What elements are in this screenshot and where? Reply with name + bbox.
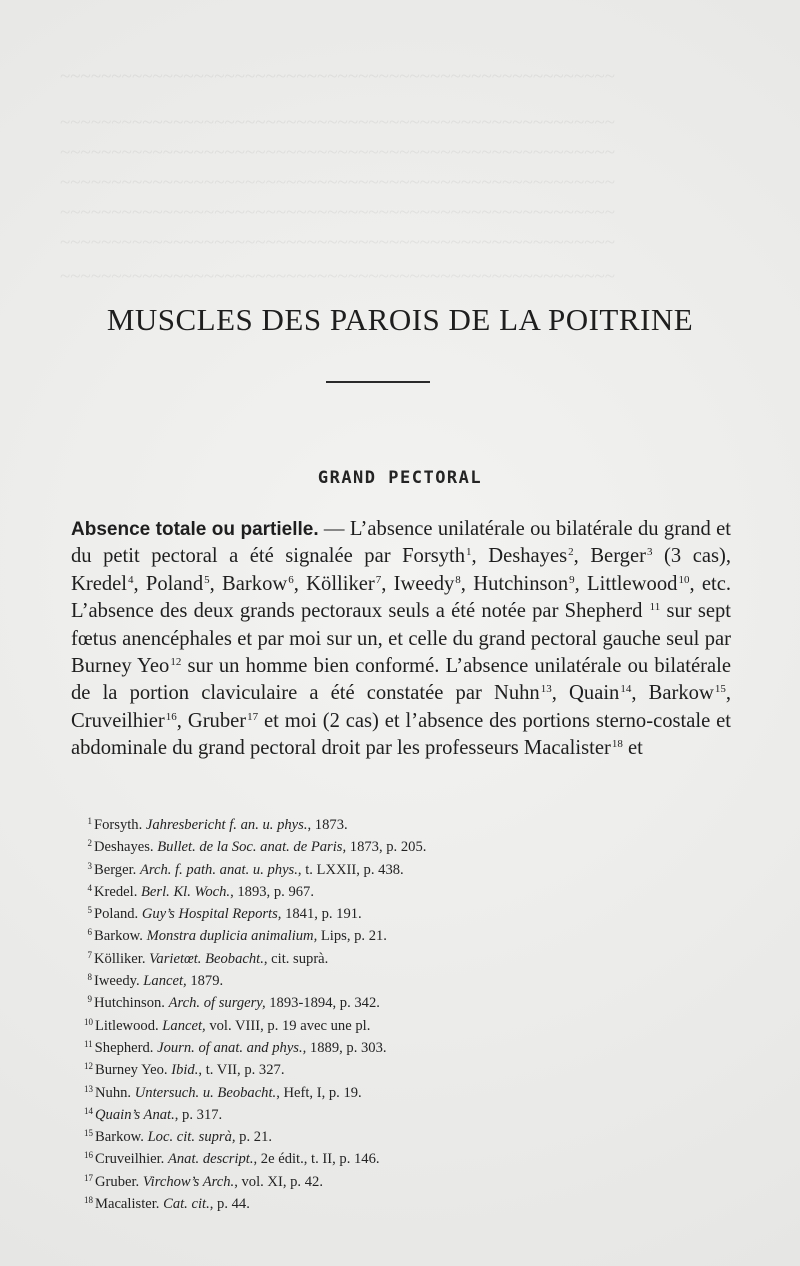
paragraph-text: , Cruveilhier	[71, 682, 732, 732]
footnote-title: Berl. Kl. Woch.	[141, 883, 231, 900]
footnote-author: Cruveilhier.	[95, 1151, 168, 1168]
footnote-number: 15	[84, 1128, 93, 1139]
chapter-title: MUSCLES DES PAROIS DE LA POITRINE	[106, 302, 694, 337]
body-paragraph	[71, 516, 731, 763]
paragraph-text: , Littlewood	[574, 572, 678, 595]
footnote	[84, 812, 734, 834]
footnote-number: 14	[84, 1105, 93, 1116]
footnote-ref: 17	[247, 710, 259, 723]
paragraph-text: sur un homme bien conformé. L’absence unilatérale ou bilatérale de la portion claviculaire a été constatée par Nuhn	[71, 655, 731, 705]
footnote	[84, 879, 734, 901]
footnote-rest: 1841, p. 191.	[281, 906, 362, 923]
paragraph-text: et	[622, 737, 643, 760]
footnote	[84, 1080, 734, 1102]
footnote	[84, 901, 734, 923]
footnote-number: 7	[87, 949, 92, 960]
title-divider	[326, 381, 430, 383]
show-through-text: ~~~~~~~~~~~~~~~~~~~~~~~~~~~~~~~~~~~~~~~~~~~~~~~~~~~~~~	[60, 202, 616, 223]
footnote-number: 6	[87, 927, 92, 938]
footnote-ref: 14	[620, 683, 632, 696]
paragraph-text: et moi (2 cas) et l’absence des portions sterno-costale et abdominale du grand pectoral droit par les professeurs Macalister	[71, 709, 731, 760]
footnote-title: Guy’s Hospital Reports,	[141, 906, 282, 923]
footnote-ref: 2	[568, 546, 574, 559]
paragraph-text: — L’absence unilatérale ou bilatérale du grand et du petit pectoral a été signalée par Forsyth	[71, 518, 731, 568]
footnote	[84, 990, 734, 1012]
paragraph-text: , Gruber	[176, 709, 247, 732]
footnote	[84, 1169, 734, 1191]
footnote-rest: Lips, p. 21.	[317, 928, 387, 945]
footnote-number: 8	[87, 972, 92, 983]
footnote-rest: , 2e édit., t. II, p. 146.	[253, 1151, 380, 1168]
footnote	[84, 1191, 734, 1213]
footnote-title: Untersuch. u. Beobacht.	[134, 1084, 277, 1101]
footnote-author: Berger.	[94, 861, 140, 878]
footnote	[84, 1035, 734, 1057]
paragraph-text: , Barkow	[209, 572, 288, 595]
footnote-number: 17	[84, 1172, 93, 1183]
footnote-author: Iweedy.	[94, 973, 144, 990]
footnote	[84, 1057, 734, 1079]
footnotes	[84, 812, 734, 1213]
paragraph-text: , Hutchinson	[460, 572, 569, 595]
footnote-title: Cat. cit.	[163, 1196, 210, 1213]
footnote-ref: 15	[714, 683, 726, 696]
footnote	[84, 834, 734, 856]
footnote-number: 3	[87, 860, 92, 871]
footnote-rest: , cit. suprà.	[263, 950, 329, 967]
paragraph-text: , Kölliker	[293, 572, 375, 595]
footnote-ref: 16	[165, 710, 177, 723]
footnote-title: Virchow’s Arch.	[142, 1173, 235, 1190]
footnote-author: Gruber.	[95, 1173, 143, 1190]
footnote-ref: 6	[288, 573, 294, 586]
footnote-number: 13	[84, 1083, 93, 1094]
footnote-number: 4	[87, 882, 92, 893]
footnote	[84, 857, 734, 879]
footnote-ref: 7	[375, 573, 382, 586]
footnote-rest: , p. 317.	[174, 1106, 223, 1123]
footnote-author: Shepherd.	[94, 1039, 158, 1056]
footnote-author: Poland.	[94, 906, 142, 923]
footnote	[84, 1146, 734, 1168]
footnote-ref: 3	[646, 546, 653, 559]
footnote-title: Monstra duplicia animalium,	[146, 928, 318, 945]
footnote	[84, 1124, 734, 1146]
footnote	[84, 1102, 734, 1124]
paragraph-text: , Deshayes	[471, 545, 568, 568]
paragraph-text: sur sept fœtus anencéphales et par moi sur un, et celle du grand pectoral gauche seul par Burney Yeo	[71, 600, 732, 678]
footnote-ref: 12	[170, 656, 182, 669]
footnote-rest: , Heft, I, p. 19.	[276, 1084, 362, 1101]
footnote-ref: 4	[128, 573, 134, 586]
footnote-author: Forsyth.	[94, 817, 146, 833]
footnote-number: 5	[87, 905, 92, 916]
footnote-number: 9	[87, 994, 92, 1005]
paragraph-text: , Quain	[551, 682, 620, 705]
footnote-title: Jahresbericht f. an. u. phys.	[145, 817, 308, 833]
show-through-text: ~~~~~~~~~~~~~~~~~~~~~~~~~~~~~~~~~~~~~~~~~~~~~~~~~~~~~~	[60, 112, 616, 133]
paragraph-text: , etc. L’absence des deux grands pectoraux seuls a été notée par Shepherd	[71, 572, 731, 623]
footnote-ref: 18	[611, 738, 623, 751]
footnote-title: Bullet. de la Soc. anat. de Paris,	[157, 839, 347, 856]
footnote-number: 18	[84, 1195, 93, 1206]
footnote	[84, 923, 734, 945]
footnote-rest: , p. 44.	[209, 1196, 250, 1213]
footnote-ref: 8	[455, 573, 461, 586]
paragraph-text: , Poland	[133, 572, 204, 595]
footnote-number: 1	[87, 816, 92, 826]
footnote-author: Litlewood.	[95, 1017, 163, 1034]
footnote-title: Lancet,	[162, 1017, 206, 1034]
show-through-text: ~~~~~~~~~~~~~~~~~~~~~~~~~~~~~~~~~~~~~~~~~~~~~~~~~~~~~~	[60, 232, 616, 253]
paragraph-text: , Barkow	[631, 682, 714, 705]
footnote-title: Loc. cit. suprà,	[147, 1129, 236, 1146]
footnote-author: Kredel.	[94, 883, 142, 900]
footnote-ref: 9	[569, 573, 575, 586]
show-through-text: ~~~~~~~~~~~~~~~~~~~~~~~~~~~~~~~~~~~~~~~~~~~~~~~~~~~~~~	[60, 266, 616, 287]
footnote-title: Anat. descript.	[167, 1151, 254, 1168]
footnote-author: Kölliker.	[94, 950, 150, 967]
footnote-title: Varietœt. Beobacht.	[149, 950, 264, 967]
footnote-rest: p. 21.	[235, 1129, 273, 1146]
footnote-author: Burney Yeo.	[95, 1062, 172, 1079]
footnote-rest: , 1873.	[307, 817, 348, 833]
section-title: GRAND PECTORAL	[317, 468, 483, 488]
footnote-ref: 11	[649, 601, 661, 614]
footnote-number: 10	[84, 1016, 93, 1027]
footnote-rest: vol. VIII, p. 19 avec une pl.	[205, 1017, 371, 1034]
footnote-rest: 1889, p. 303.	[306, 1039, 387, 1056]
footnote-rest: 1893-1894, p. 342.	[265, 995, 380, 1012]
footnote-author: Deshayes.	[94, 839, 158, 856]
footnote	[84, 1013, 734, 1035]
footnote-title: Quain’s Anat.	[95, 1106, 175, 1123]
footnote-number: 12	[84, 1061, 93, 1072]
show-through-text: ~~~~~~~~~~~~~~~~~~~~~~~~~~~~~~~~~~~~~~~~~~~~~~~~~~~~~~	[60, 66, 616, 87]
footnote-number: 2	[87, 838, 92, 849]
show-through-text: ~~~~~~~~~~~~~~~~~~~~~~~~~~~~~~~~~~~~~~~~~~~~~~~~~~~~~~	[60, 142, 616, 163]
footnote-author: Nuhn.	[95, 1084, 135, 1101]
paragraph-text: , Iweedy	[381, 572, 455, 595]
footnote-title: Ibid.	[171, 1062, 199, 1079]
footnote-author: Hutchinson.	[94, 995, 169, 1012]
show-through-text: ~~~~~~~~~~~~~~~~~~~~~~~~~~~~~~~~~~~~~~~~~~~~~~~~~~~~~~	[60, 172, 616, 193]
footnote-rest: , 1893, p. 967.	[230, 883, 314, 900]
footnote-author: Barkow.	[94, 928, 147, 945]
footnote	[84, 946, 734, 968]
footnote-title: Arch. of surgery,	[168, 995, 266, 1012]
footnote-title: Lancet,	[143, 973, 187, 990]
footnote-ref: 1	[466, 546, 472, 559]
footnote-author: Barkow.	[95, 1129, 148, 1146]
footnote-ref: 5	[204, 573, 210, 586]
footnote-ref: 10	[678, 573, 690, 586]
footnote-rest: 1873, p. 205.	[346, 839, 427, 856]
paragraph-text: (3 cas), Kredel	[71, 545, 731, 595]
footnote-rest: , t. VII, p. 327.	[198, 1062, 285, 1079]
footnote-rest: 1879.	[186, 973, 224, 990]
footnote-number: 11	[84, 1038, 93, 1049]
footnote-ref: 13	[540, 683, 552, 696]
paragraph-lead: Absence totale ou partielle.	[71, 519, 319, 540]
footnote	[84, 968, 734, 990]
paragraph-text: , Berger	[573, 545, 646, 568]
footnote-title: Arch. f. path. anat. u. phys.	[139, 861, 298, 878]
footnote-rest: , vol. XI, p. 42.	[234, 1173, 323, 1190]
footnote-author: Macalister.	[95, 1196, 164, 1213]
footnote-title: Journ. of anat. and phys.,	[157, 1039, 307, 1056]
footnote-number: 16	[84, 1150, 93, 1161]
footnote-rest: , t. LXXII, p. 438.	[297, 861, 404, 878]
